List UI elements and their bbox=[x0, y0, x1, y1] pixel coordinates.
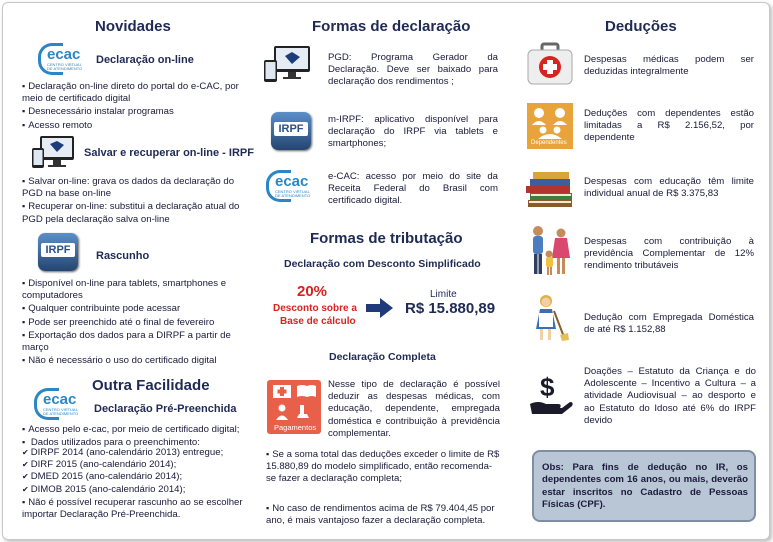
list-item: ▪ No caso de rendimentos acima de R$ 79.404,45 por ano, é mais vantajoso fazer a declaração completa. bbox=[266, 502, 502, 527]
ecac-logo-sub: CENTRO VIRTUAL DE ATENDIMENTO bbox=[275, 189, 311, 198]
devices-icon bbox=[30, 134, 76, 172]
list-item: ▪ Salvar on-line: grava os dados da declaração do PGD na base on-line bbox=[22, 175, 254, 200]
list-item: ▪ Acesso remoto bbox=[22, 119, 254, 132]
irpf-icon-label: IRPF bbox=[41, 243, 75, 257]
books-icon bbox=[524, 170, 576, 210]
list-item: ▪ Pode ser preenchido até o final de fevereiro bbox=[22, 316, 242, 329]
deducoes-title: Deduções bbox=[605, 18, 677, 35]
irpf-icon-label: IRPF bbox=[274, 122, 308, 136]
deducao-educacao: Despesas com educação têm limite individual anual de R$ 3.375,83 bbox=[584, 176, 754, 200]
list-item: ▪ Não é possível recuperar rascunho ao se escolher importar Declaração Pré-Preenchida. bbox=[22, 496, 258, 521]
list-item: ✔ DIRF 2015 (ano-calendário 2014); bbox=[22, 459, 258, 471]
obs-text: Obs: Para fins de dedução no IR, os dependentes com 16 anos, ou mais, deverão estar inscritos no Cadastro de Pessoas Físicas (CPF). bbox=[542, 462, 748, 511]
list-item: ▪ Recuperar on-line: substitui a declaração atual do PGD pela declaração salva on-line bbox=[22, 200, 254, 225]
deducao-medicas: Despesas médicas podem ser deduzidas integralmente bbox=[584, 54, 754, 78]
pagamentos-label: Pagamentos bbox=[274, 423, 317, 432]
list-item: ▪ Qualquer contribuinte pode acessar bbox=[22, 302, 242, 315]
list-item: ▪ Desnecessário instalar programas bbox=[22, 105, 254, 118]
salvar-list bbox=[22, 175, 254, 226]
completa-bullet-2 bbox=[266, 502, 502, 527]
list-item: ▪ Dados utilizados para o preenchimento: bbox=[22, 436, 258, 449]
desconto-line1: Desconto sobre a bbox=[273, 303, 357, 314]
simplificado-heading: Declaração com Desconto Simplificado bbox=[284, 258, 481, 270]
completa-heading: Declaração Completa bbox=[329, 351, 436, 363]
mirpf-app-icon bbox=[271, 112, 311, 150]
formas-declaracao-title: Formas de declaração bbox=[312, 18, 471, 35]
obs-box bbox=[532, 450, 756, 522]
formas-tributacao-title: Formas de tributação bbox=[310, 230, 463, 247]
svg-text:$: $ bbox=[540, 372, 555, 402]
pre-preenchida-note bbox=[22, 496, 258, 521]
deducao-previdencia: Despesas com contribuição à previdência Complementar de 12% rendimento tributáveis bbox=[584, 236, 754, 272]
salvar-heading: Salvar e recuperar on-line - IRPF bbox=[84, 147, 254, 159]
completa-bullet-1 bbox=[266, 448, 502, 486]
list-item: ✔ DMED 2015 (ano-calendário 2014); bbox=[22, 471, 258, 483]
pre-preenchida-heading: Declaração Pré-Preenchida bbox=[94, 403, 237, 415]
mirpf-text: m-IRPF: aplicativo disponível para declaração do IRPF via tablets e smartphones; bbox=[328, 114, 498, 150]
ecac-logo-text: ecac bbox=[43, 391, 77, 408]
desconto-line2: Base de cálculo bbox=[280, 316, 356, 327]
list-item: ▪ Exportação dos dados para a DIRPF a partir de março bbox=[22, 329, 242, 354]
limite-value: R$ 15.880,89 bbox=[405, 300, 496, 317]
completa-text: Nesse tipo de declaração é possível deduzir as despesas médicas, com educação, dependente, empregada doméstica e contribuição à previdência complementar. bbox=[328, 379, 500, 439]
declaracao-online-list bbox=[22, 80, 254, 132]
percent-value: 20% bbox=[297, 283, 328, 300]
list-item: ✔ DIMOB 2015 (ano-calendário 2014); bbox=[22, 484, 258, 496]
deducao-domestica: Dedução com Empregada Doméstica de até R$ 1.152,88 bbox=[584, 312, 754, 336]
list-item: ✔ DIRPF 2014 (ano-calendário 2013) entregue; bbox=[22, 447, 258, 459]
medical-kit-icon bbox=[526, 42, 574, 86]
ecac-logo bbox=[38, 43, 82, 73]
irpf-app-icon bbox=[38, 233, 78, 271]
list-item: ▪ Declaração on-line direto do portal do e-CAC, por meio de certificado digital bbox=[22, 80, 254, 105]
pgd-text: PGD: Programa Gerador da Declaração. Deve ser baixado para declaração dos rendimentos ; bbox=[328, 52, 498, 88]
rascunho-list bbox=[22, 277, 242, 367]
declaracao-online-heading: Declaração on-line bbox=[96, 54, 194, 66]
list-item: ▪ Disponível on-line para tablets, smartphones e computadores bbox=[22, 277, 242, 302]
dependentes-label: Dependentes bbox=[531, 140, 567, 146]
ecac-logo bbox=[266, 170, 310, 200]
arrow-right-icon bbox=[366, 298, 394, 318]
ecac-logo-sub: CENTRO VIRTUAL DE ATENDIMENTO bbox=[47, 62, 83, 71]
list-item: ▪ Se a soma total das deduções exceder o limite de R$ 15.880,89 do modelo simplificado, então recomenda-se fazer a declaração completa; bbox=[266, 448, 502, 486]
deducao-dependentes: Deduções com dependentes estão limitadas a R$ 2.156,52, por dependente bbox=[584, 108, 754, 144]
rascunho-heading: Rascunho bbox=[96, 250, 150, 262]
outra-facilidade-title: Outra Facilidade bbox=[92, 377, 210, 394]
ecac-logo-text: ecac bbox=[47, 46, 81, 63]
ecac-logo-sub: CENTRO VIRTUAL DE ATENDIMENTO bbox=[43, 407, 79, 416]
donation-icon bbox=[528, 372, 574, 418]
ecac-logo-text: ecac bbox=[275, 173, 309, 190]
pgd-devices-icon bbox=[262, 44, 312, 86]
limite-label: Limite bbox=[430, 289, 457, 300]
housekeeper-icon bbox=[530, 293, 570, 343]
pre-preenchida-sources bbox=[22, 447, 258, 496]
list-item: ▪ Acesso pelo e-cac, por meio de certificado digital; bbox=[22, 423, 258, 436]
pre-preenchida-list bbox=[22, 423, 258, 449]
ecac-text: e-CAC: acesso por meio do site da Receita Federal do Brasil com certificado digital. bbox=[328, 171, 498, 207]
deducao-doacoes: Doações – Estatuto da Criança e do Adolescente – Incentivo a Cultura – a atividade Audiovisual – ao desporto e ao Estatuto do Idoso até 6% do IRPF devido bbox=[584, 366, 756, 426]
novidades-title: Novidades bbox=[95, 18, 171, 35]
ecac-logo bbox=[34, 388, 78, 418]
family-icon bbox=[526, 224, 574, 278]
list-item: ▪ Não é necessário o uso do certificado digital bbox=[22, 354, 242, 367]
